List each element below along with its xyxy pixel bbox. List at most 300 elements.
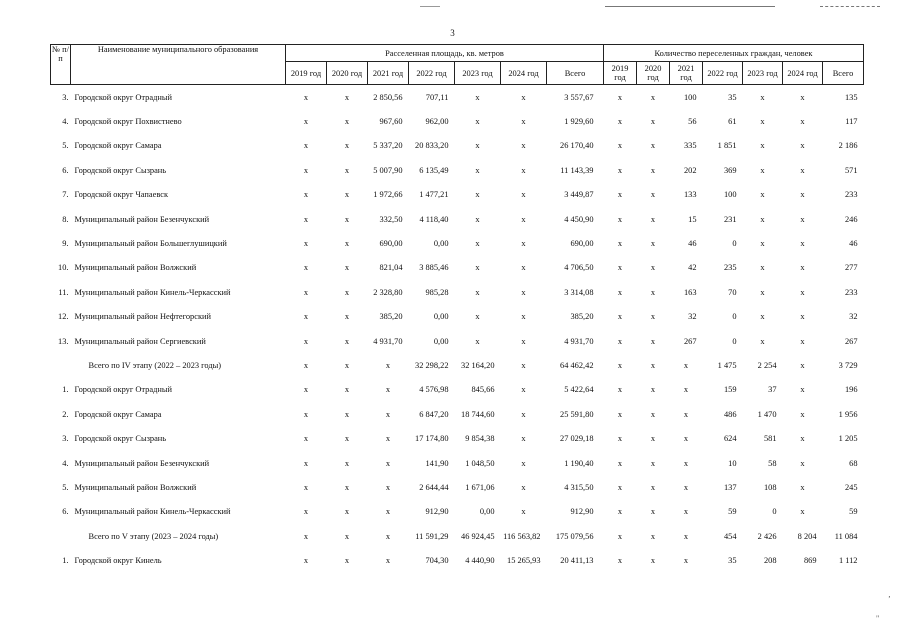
row-number: 9. <box>62 239 69 249</box>
people-cell: 1 475 <box>717 360 737 370</box>
area-cell: 962,00 <box>425 117 449 127</box>
area-cell: x <box>521 165 526 175</box>
people-cell: x <box>683 531 689 541</box>
area-cell: x <box>521 92 526 102</box>
people-cell: x <box>800 482 805 492</box>
area-cell: 1 048,50 <box>465 458 495 468</box>
table-total-row <box>51 524 864 548</box>
people-cell: x <box>650 385 656 395</box>
table-row <box>51 426 864 450</box>
people-cell: x <box>617 458 623 468</box>
row-number: 8. <box>62 214 69 224</box>
people-cell: 0 <box>732 239 737 249</box>
people-cell: x <box>760 336 765 346</box>
area-cell: 5 007,90 <box>373 165 403 175</box>
people-cell: 335 <box>683 141 697 151</box>
people-cell: x <box>683 409 689 419</box>
area-cell: 3 885,46 <box>419 263 449 273</box>
people-cell: 1 205 <box>838 434 858 444</box>
area-cell: 15 265,93 <box>507 556 541 566</box>
header-area-year: 2019 год <box>286 62 327 85</box>
people-cell: x <box>617 287 623 297</box>
area-cell: 704,30 <box>425 556 449 566</box>
area-cell: x <box>521 141 526 151</box>
people-cell: 486 <box>723 409 737 419</box>
area-cell: 845,66 <box>471 385 495 395</box>
people-cell: x <box>800 239 805 249</box>
area-cell: x <box>385 458 391 468</box>
people-cell: 369 <box>723 165 737 175</box>
area-cell: x <box>521 239 526 249</box>
people-cell: 35 <box>728 92 737 102</box>
resettlement-table <box>50 44 864 573</box>
area-cell: x <box>303 360 309 370</box>
people-cell: x <box>650 458 656 468</box>
people-cell: 42 <box>688 263 697 273</box>
area-cell: 4 118,40 <box>419 214 449 224</box>
area-cell: 20 411,13 <box>560 556 594 566</box>
area-cell: x <box>344 360 350 370</box>
people-cell: x <box>617 434 623 444</box>
people-cell: 2 426 <box>757 531 777 541</box>
area-cell: x <box>303 482 309 492</box>
people-cell: x <box>650 507 656 517</box>
table-row <box>51 475 864 499</box>
area-cell: 4 931,70 <box>564 336 594 346</box>
area-cell: x <box>344 336 350 346</box>
row-number: 12. <box>58 312 69 322</box>
area-cell: x <box>303 190 309 200</box>
area-cell: x <box>344 409 350 419</box>
people-cell: x <box>617 141 623 151</box>
municipality-name: Городской округ Отрадный <box>74 92 172 102</box>
people-cell: x <box>683 556 689 566</box>
area-cell: x <box>521 190 526 200</box>
area-cell: x <box>303 239 309 249</box>
area-cell: 11 591,29 <box>415 531 449 541</box>
municipality-name: Городской округ Самара <box>74 409 162 419</box>
area-cell: 690,00 <box>570 239 594 249</box>
row-number: 6. <box>62 165 69 175</box>
people-cell: x <box>650 482 656 492</box>
area-cell: x <box>521 434 526 444</box>
area-cell: 1 929,60 <box>564 117 594 127</box>
header-area-year: 2022 год <box>409 62 455 85</box>
area-cell: x <box>303 117 309 127</box>
area-cell: 821,04 <box>379 263 403 273</box>
area-cell: x <box>385 482 391 492</box>
area-cell: 912,90 <box>570 507 594 517</box>
area-cell: x <box>303 556 309 566</box>
area-cell: x <box>303 263 309 273</box>
header-people-year: 2021 год <box>670 62 703 85</box>
people-cell: x <box>617 117 623 127</box>
area-cell: x <box>303 141 309 151</box>
people-cell: 246 <box>844 214 858 224</box>
people-cell: 159 <box>723 385 737 395</box>
area-cell: x <box>344 531 350 541</box>
area-cell: x <box>475 239 480 249</box>
area-cell: 5 422,64 <box>564 385 594 395</box>
table-row <box>51 280 864 304</box>
table-row <box>51 183 864 207</box>
municipality-name: Муниципальный район Сергиевский <box>74 336 206 346</box>
area-cell: 11 143,39 <box>560 165 594 175</box>
people-cell: 2 186 <box>838 141 858 151</box>
area-cell: x <box>385 556 391 566</box>
people-cell: x <box>760 165 765 175</box>
area-cell: 27 029,18 <box>560 434 594 444</box>
people-cell: x <box>760 190 765 200</box>
table-total-row <box>51 353 864 377</box>
table-row <box>51 158 864 182</box>
people-cell: 245 <box>844 482 858 492</box>
people-cell: x <box>760 287 765 297</box>
area-cell: x <box>344 190 350 200</box>
people-cell: x <box>800 141 805 151</box>
area-cell: 4 931,70 <box>373 336 403 346</box>
area-cell: x <box>521 458 526 468</box>
row-number <box>51 524 71 548</box>
people-cell: 571 <box>844 165 858 175</box>
area-cell: x <box>344 92 350 102</box>
people-cell: 208 <box>763 556 777 566</box>
table-row <box>51 85 864 110</box>
people-cell: 3 729 <box>838 360 858 370</box>
area-cell: 141,90 <box>425 458 449 468</box>
people-cell: 46 <box>688 239 697 249</box>
municipality-name: Муниципальный район Волжский <box>74 263 197 273</box>
area-cell: x <box>344 482 350 492</box>
area-cell: x <box>475 141 480 151</box>
area-cell: 20 833,20 <box>415 141 449 151</box>
people-cell: 0 <box>732 336 737 346</box>
row-number: 3. <box>62 92 69 102</box>
area-cell: 0,00 <box>433 312 449 322</box>
people-cell: x <box>683 434 689 444</box>
area-cell: x <box>521 263 526 273</box>
people-cell: 137 <box>723 482 737 492</box>
area-cell: 3 449,87 <box>564 190 594 200</box>
row-number: 1. <box>62 556 69 566</box>
area-cell: 967,60 <box>379 117 403 127</box>
area-cell: x <box>475 312 480 322</box>
header-area-group: Расселенная площадь, кв. метров <box>286 45 604 62</box>
area-cell: x <box>385 409 391 419</box>
area-cell: x <box>385 360 391 370</box>
people-cell: 196 <box>844 385 858 395</box>
people-cell: x <box>800 312 805 322</box>
people-cell: x <box>617 214 623 224</box>
area-cell: x <box>385 531 391 541</box>
people-cell: x <box>617 531 623 541</box>
people-cell: x <box>617 239 623 249</box>
municipality-name: Муниципальный район Нефтегорский <box>74 312 211 322</box>
people-cell: 135 <box>844 92 858 102</box>
people-cell: x <box>617 336 623 346</box>
area-cell: 3 557,67 <box>564 92 594 102</box>
area-cell: 32 298,22 <box>415 360 449 370</box>
area-cell: x <box>344 141 350 151</box>
header-name: Наименование муниципального образования <box>71 45 286 85</box>
header-area-year: 2021 год <box>368 62 409 85</box>
people-cell: x <box>650 409 656 419</box>
municipality-name: Городской округ Похвистнево <box>74 117 182 127</box>
row-number: 6. <box>62 507 69 517</box>
people-cell: x <box>617 312 623 322</box>
header-area-year: 2020 год <box>327 62 368 85</box>
area-cell: 1 671,06 <box>465 482 495 492</box>
scan-line-left <box>420 6 440 7</box>
people-cell: x <box>650 92 656 102</box>
area-cell: x <box>344 385 350 395</box>
people-cell: x <box>800 117 805 127</box>
people-cell: x <box>760 312 765 322</box>
people-cell: x <box>650 263 656 273</box>
people-cell: 231 <box>723 214 737 224</box>
area-cell: x <box>344 556 350 566</box>
people-cell: 0 <box>732 312 737 322</box>
area-cell: 2 644,44 <box>419 482 449 492</box>
people-cell: x <box>617 507 623 517</box>
header-people-year: 2019 год <box>604 62 637 85</box>
area-cell: x <box>303 458 309 468</box>
header-people-year: 2024 год <box>783 62 823 85</box>
header-area-total: Всего <box>547 62 604 85</box>
area-cell: x <box>475 165 480 175</box>
people-cell: 624 <box>723 434 737 444</box>
people-cell: x <box>650 117 656 127</box>
area-cell: 4 450,90 <box>564 214 594 224</box>
row-number: 10. <box>58 263 69 273</box>
area-cell: x <box>344 507 350 517</box>
table-row <box>51 134 864 158</box>
people-cell: 37 <box>768 385 777 395</box>
people-cell: 235 <box>723 263 737 273</box>
people-cell: x <box>800 434 805 444</box>
municipality-name: Городской округ Кинель <box>74 556 162 566</box>
area-cell: 9 854,38 <box>465 434 495 444</box>
area-cell: 116 563,82 <box>503 531 541 541</box>
area-cell: x <box>303 531 309 541</box>
area-cell: 2 850,56 <box>373 92 403 102</box>
area-cell: x <box>303 92 309 102</box>
table-row <box>51 231 864 255</box>
area-cell: x <box>303 434 309 444</box>
table-body <box>51 85 864 573</box>
people-cell: 56 <box>688 117 697 127</box>
people-cell: 35 <box>728 556 737 566</box>
header-people-year: 2022 год <box>703 62 743 85</box>
area-cell: x <box>475 190 480 200</box>
row-number: 7. <box>62 190 69 200</box>
area-cell: 32 164,20 <box>461 360 495 370</box>
people-cell: 1 956 <box>838 409 858 419</box>
people-cell: x <box>617 92 623 102</box>
people-cell: 108 <box>763 482 777 492</box>
row-number: 13. <box>58 336 69 346</box>
people-cell: x <box>617 263 623 273</box>
people-cell: 0 <box>772 507 777 517</box>
people-cell: 233 <box>844 190 858 200</box>
people-cell: x <box>760 92 765 102</box>
people-cell: x <box>683 507 689 517</box>
row-number: 3. <box>62 434 69 444</box>
header-people-year: 2020 год <box>637 62 670 85</box>
area-cell: x <box>521 482 526 492</box>
table-header <box>51 45 864 85</box>
people-cell: x <box>617 482 623 492</box>
page-number: 3 <box>450 28 455 38</box>
municipality-name: Муниципальный район Безенчукский <box>74 214 210 224</box>
area-cell: 332,50 <box>379 214 403 224</box>
area-cell: 4 315,50 <box>564 482 594 492</box>
area-cell: 25 591,80 <box>560 409 594 419</box>
people-cell: 1 851 <box>717 141 737 151</box>
table-row <box>51 548 864 572</box>
area-cell: x <box>303 336 309 346</box>
area-cell: 4 706,50 <box>564 263 594 273</box>
area-cell: x <box>303 214 309 224</box>
area-cell: 6 847,20 <box>419 409 449 419</box>
people-cell: 15 <box>688 214 697 224</box>
people-cell: 581 <box>763 434 777 444</box>
people-cell: x <box>683 385 689 395</box>
table-row <box>51 500 864 524</box>
area-cell: 385,20 <box>379 312 403 322</box>
people-cell: x <box>650 336 656 346</box>
area-cell: x <box>521 336 526 346</box>
table-row <box>51 305 864 329</box>
people-cell: 2 254 <box>757 360 777 370</box>
area-cell: x <box>344 239 350 249</box>
area-cell: 6 135,49 <box>419 165 449 175</box>
people-cell: x <box>650 434 656 444</box>
people-cell: 267 <box>844 336 858 346</box>
area-cell: x <box>344 214 350 224</box>
area-cell: 0,00 <box>433 239 449 249</box>
people-cell: x <box>800 507 805 517</box>
area-cell: x <box>475 287 480 297</box>
municipality-name: Всего по V этапу (2023 – 2024 годы) <box>88 531 219 541</box>
row-number: 4. <box>62 117 69 127</box>
people-cell: 163 <box>683 287 697 297</box>
people-cell: x <box>683 458 689 468</box>
people-cell: x <box>650 556 656 566</box>
municipality-name: Муниципальный район Волжский <box>74 482 197 492</box>
area-cell: x <box>344 165 350 175</box>
scan-mark-right: ‚ <box>888 590 891 599</box>
people-cell: 100 <box>683 92 697 102</box>
area-cell: 5 337,20 <box>373 141 403 151</box>
area-cell: x <box>344 117 350 127</box>
people-cell: 1 112 <box>838 556 858 566</box>
people-cell: x <box>800 190 805 200</box>
area-cell: x <box>344 458 350 468</box>
people-cell: 133 <box>683 190 697 200</box>
area-cell: x <box>475 117 480 127</box>
area-cell: x <box>521 312 526 322</box>
row-number: 11. <box>58 287 69 297</box>
people-cell: 59 <box>728 507 737 517</box>
municipality-name: Городской округ Сызрань <box>74 434 167 444</box>
people-cell: 202 <box>683 165 697 175</box>
area-cell: 4 440,90 <box>465 556 495 566</box>
area-cell: 3 314,08 <box>564 287 594 297</box>
people-cell: 869 <box>803 556 817 566</box>
people-cell: 10 <box>728 458 737 468</box>
people-cell: x <box>650 360 656 370</box>
area-cell: 4 576,98 <box>419 385 449 395</box>
people-cell: x <box>617 190 623 200</box>
area-cell: x <box>475 92 480 102</box>
header-people-year: 2023 год <box>743 62 783 85</box>
people-cell: 59 <box>849 507 858 517</box>
people-cell: x <box>683 360 689 370</box>
people-cell: 46 <box>849 239 858 249</box>
people-cell: 267 <box>683 336 697 346</box>
area-cell: 690,00 <box>379 239 403 249</box>
area-cell: 1 190,40 <box>564 458 594 468</box>
table-row <box>51 109 864 133</box>
people-cell: x <box>800 287 805 297</box>
header-people-total: Всего <box>823 62 864 85</box>
people-cell: x <box>760 141 765 151</box>
people-cell: 454 <box>723 531 737 541</box>
area-cell: x <box>303 507 309 517</box>
people-cell: 58 <box>768 458 777 468</box>
area-cell: 17 174,80 <box>415 434 449 444</box>
area-cell: 26 170,40 <box>560 141 594 151</box>
area-cell: x <box>303 165 309 175</box>
area-cell: x <box>475 214 480 224</box>
area-cell: x <box>385 385 391 395</box>
people-cell: x <box>760 263 765 273</box>
area-cell: x <box>521 409 526 419</box>
people-cell: x <box>683 482 689 492</box>
people-cell: x <box>650 239 656 249</box>
people-cell: x <box>617 360 623 370</box>
people-cell: x <box>650 190 656 200</box>
area-cell: x <box>521 360 526 370</box>
row-number: 5. <box>62 482 69 492</box>
header-people-group: Количество переселенных граждан, человек <box>604 45 864 62</box>
area-cell: x <box>521 214 526 224</box>
area-cell: x <box>303 385 309 395</box>
area-cell: 0,00 <box>433 336 449 346</box>
people-cell: 32 <box>688 312 697 322</box>
people-cell: x <box>800 409 805 419</box>
scan-line-right <box>820 6 880 7</box>
municipality-name: Городской округ Отрадный <box>74 385 172 395</box>
area-cell: x <box>344 434 350 444</box>
area-cell: x <box>344 312 350 322</box>
area-cell: 1 972,66 <box>373 190 403 200</box>
area-cell: x <box>385 507 391 517</box>
people-cell: x <box>650 214 656 224</box>
area-cell: x <box>344 287 350 297</box>
people-cell: 8 204 <box>797 531 817 541</box>
people-cell: x <box>650 287 656 297</box>
people-cell: x <box>650 531 656 541</box>
municipality-name: Муниципальный район Кинель-Черкасский <box>74 287 231 297</box>
area-cell: x <box>521 507 526 517</box>
municipality-name: Городской округ Чапаевск <box>74 190 169 200</box>
municipality-name: Муниципальный район Безенчукский <box>74 458 210 468</box>
header-num: № п/п <box>51 45 71 85</box>
area-cell: x <box>344 263 350 273</box>
area-cell: 0,00 <box>479 507 495 517</box>
